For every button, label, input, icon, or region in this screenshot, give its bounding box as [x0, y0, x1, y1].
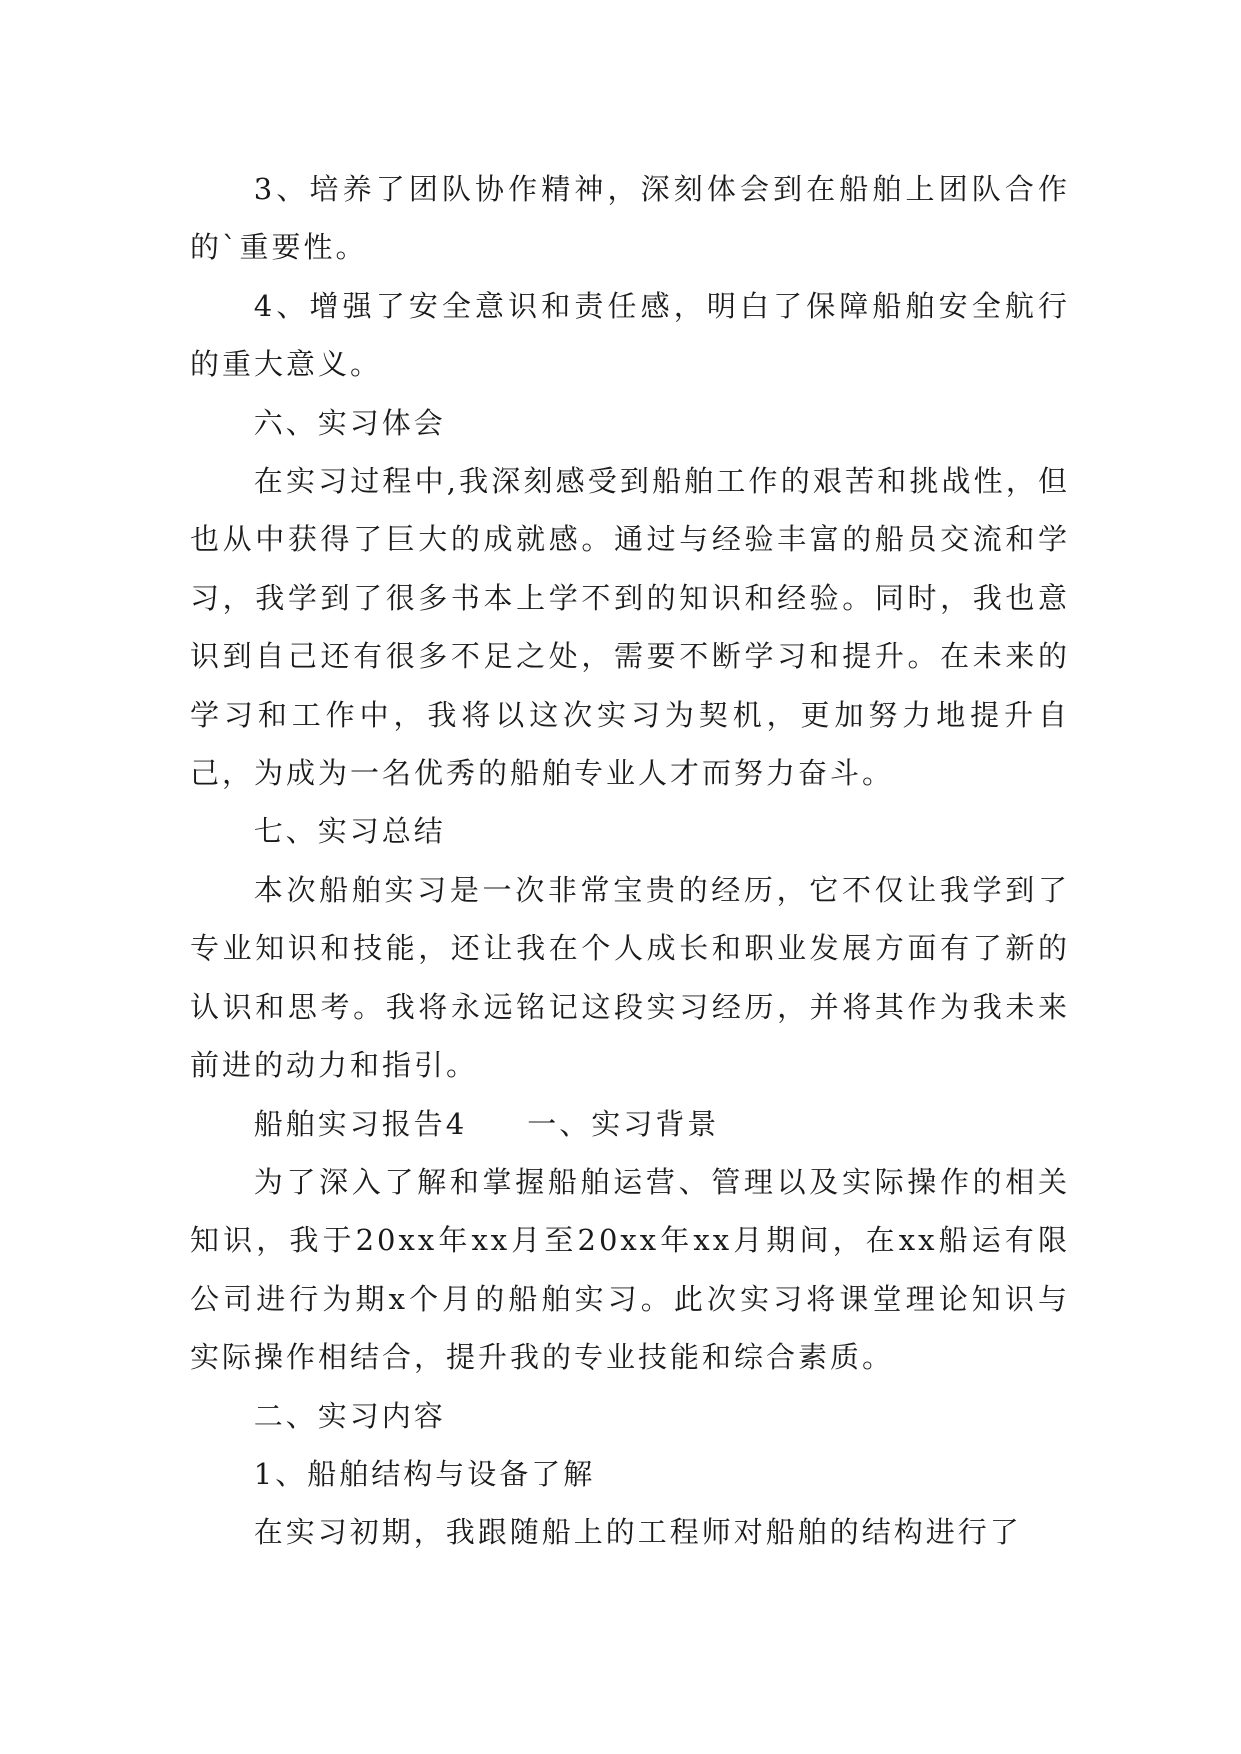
section-heading-summary: 七、实习总结: [253, 814, 446, 849]
paragraph-experience: 在实习过程中,我深刻感受到船舶工作的艰苦和挑战性，但也从中获得了巨大的成就感。通过与经验丰富的船员交流和学习，我学到了很多书本上学不到的知识和经验。同时，我也意识到自己还有很多不足之处，需要不断学习和提升。在未来的学习和工作中，我将以这次实习为契机，更加努力地提升自己，为成为一名优秀的船舶专业人才而努力奋斗。: [190, 464, 1070, 791]
subsection-heading-structure: 1、船舶结构与设备了解: [253, 1456, 596, 1491]
paragraph-safety: 4、增强了安全意识和责任感，明白了保障船舶安全航行的重大意义。: [190, 288, 1070, 382]
paragraph-teamwork: 3、培养了团队协作精神，深刻体会到在船舶上团队合作的`重要性。: [190, 172, 1070, 265]
paragraph-background: 为了深入了解和掌握船舶运营、管理以及实际操作的相关知识，我于20xx年xx月至20xx年xx月期间，在xx船运有限公司进行为期x个月的船舶实习。此次实习将课堂理论知识与实际操作相结合，提升我的专业技能和综合素质。: [190, 1164, 1070, 1375]
report-title: 船舶实习报告4: [253, 1106, 468, 1141]
section-heading-content: 二、实习内容: [253, 1398, 446, 1433]
paragraph-summary: 本次船舶实习是一次非常宝贵的经历，它不仅让我学到了专业知识和技能，还让我在个人成长和职业发展方面有了新的认识和思考。我将永远铭记这段实习经历，并将其作为我未来前进的动力和指引。: [190, 872, 1070, 1083]
document-body: [190, 160, 1070, 1562]
section-heading-experience: 六、实习体会: [253, 405, 446, 440]
paragraph-structure: 在实习初期，我跟随船上的工程师对船舶的结构进行了: [253, 1515, 1022, 1550]
report-title-line: [190, 1095, 1070, 1153]
section-heading-background: 一、实习背景: [527, 1106, 720, 1141]
